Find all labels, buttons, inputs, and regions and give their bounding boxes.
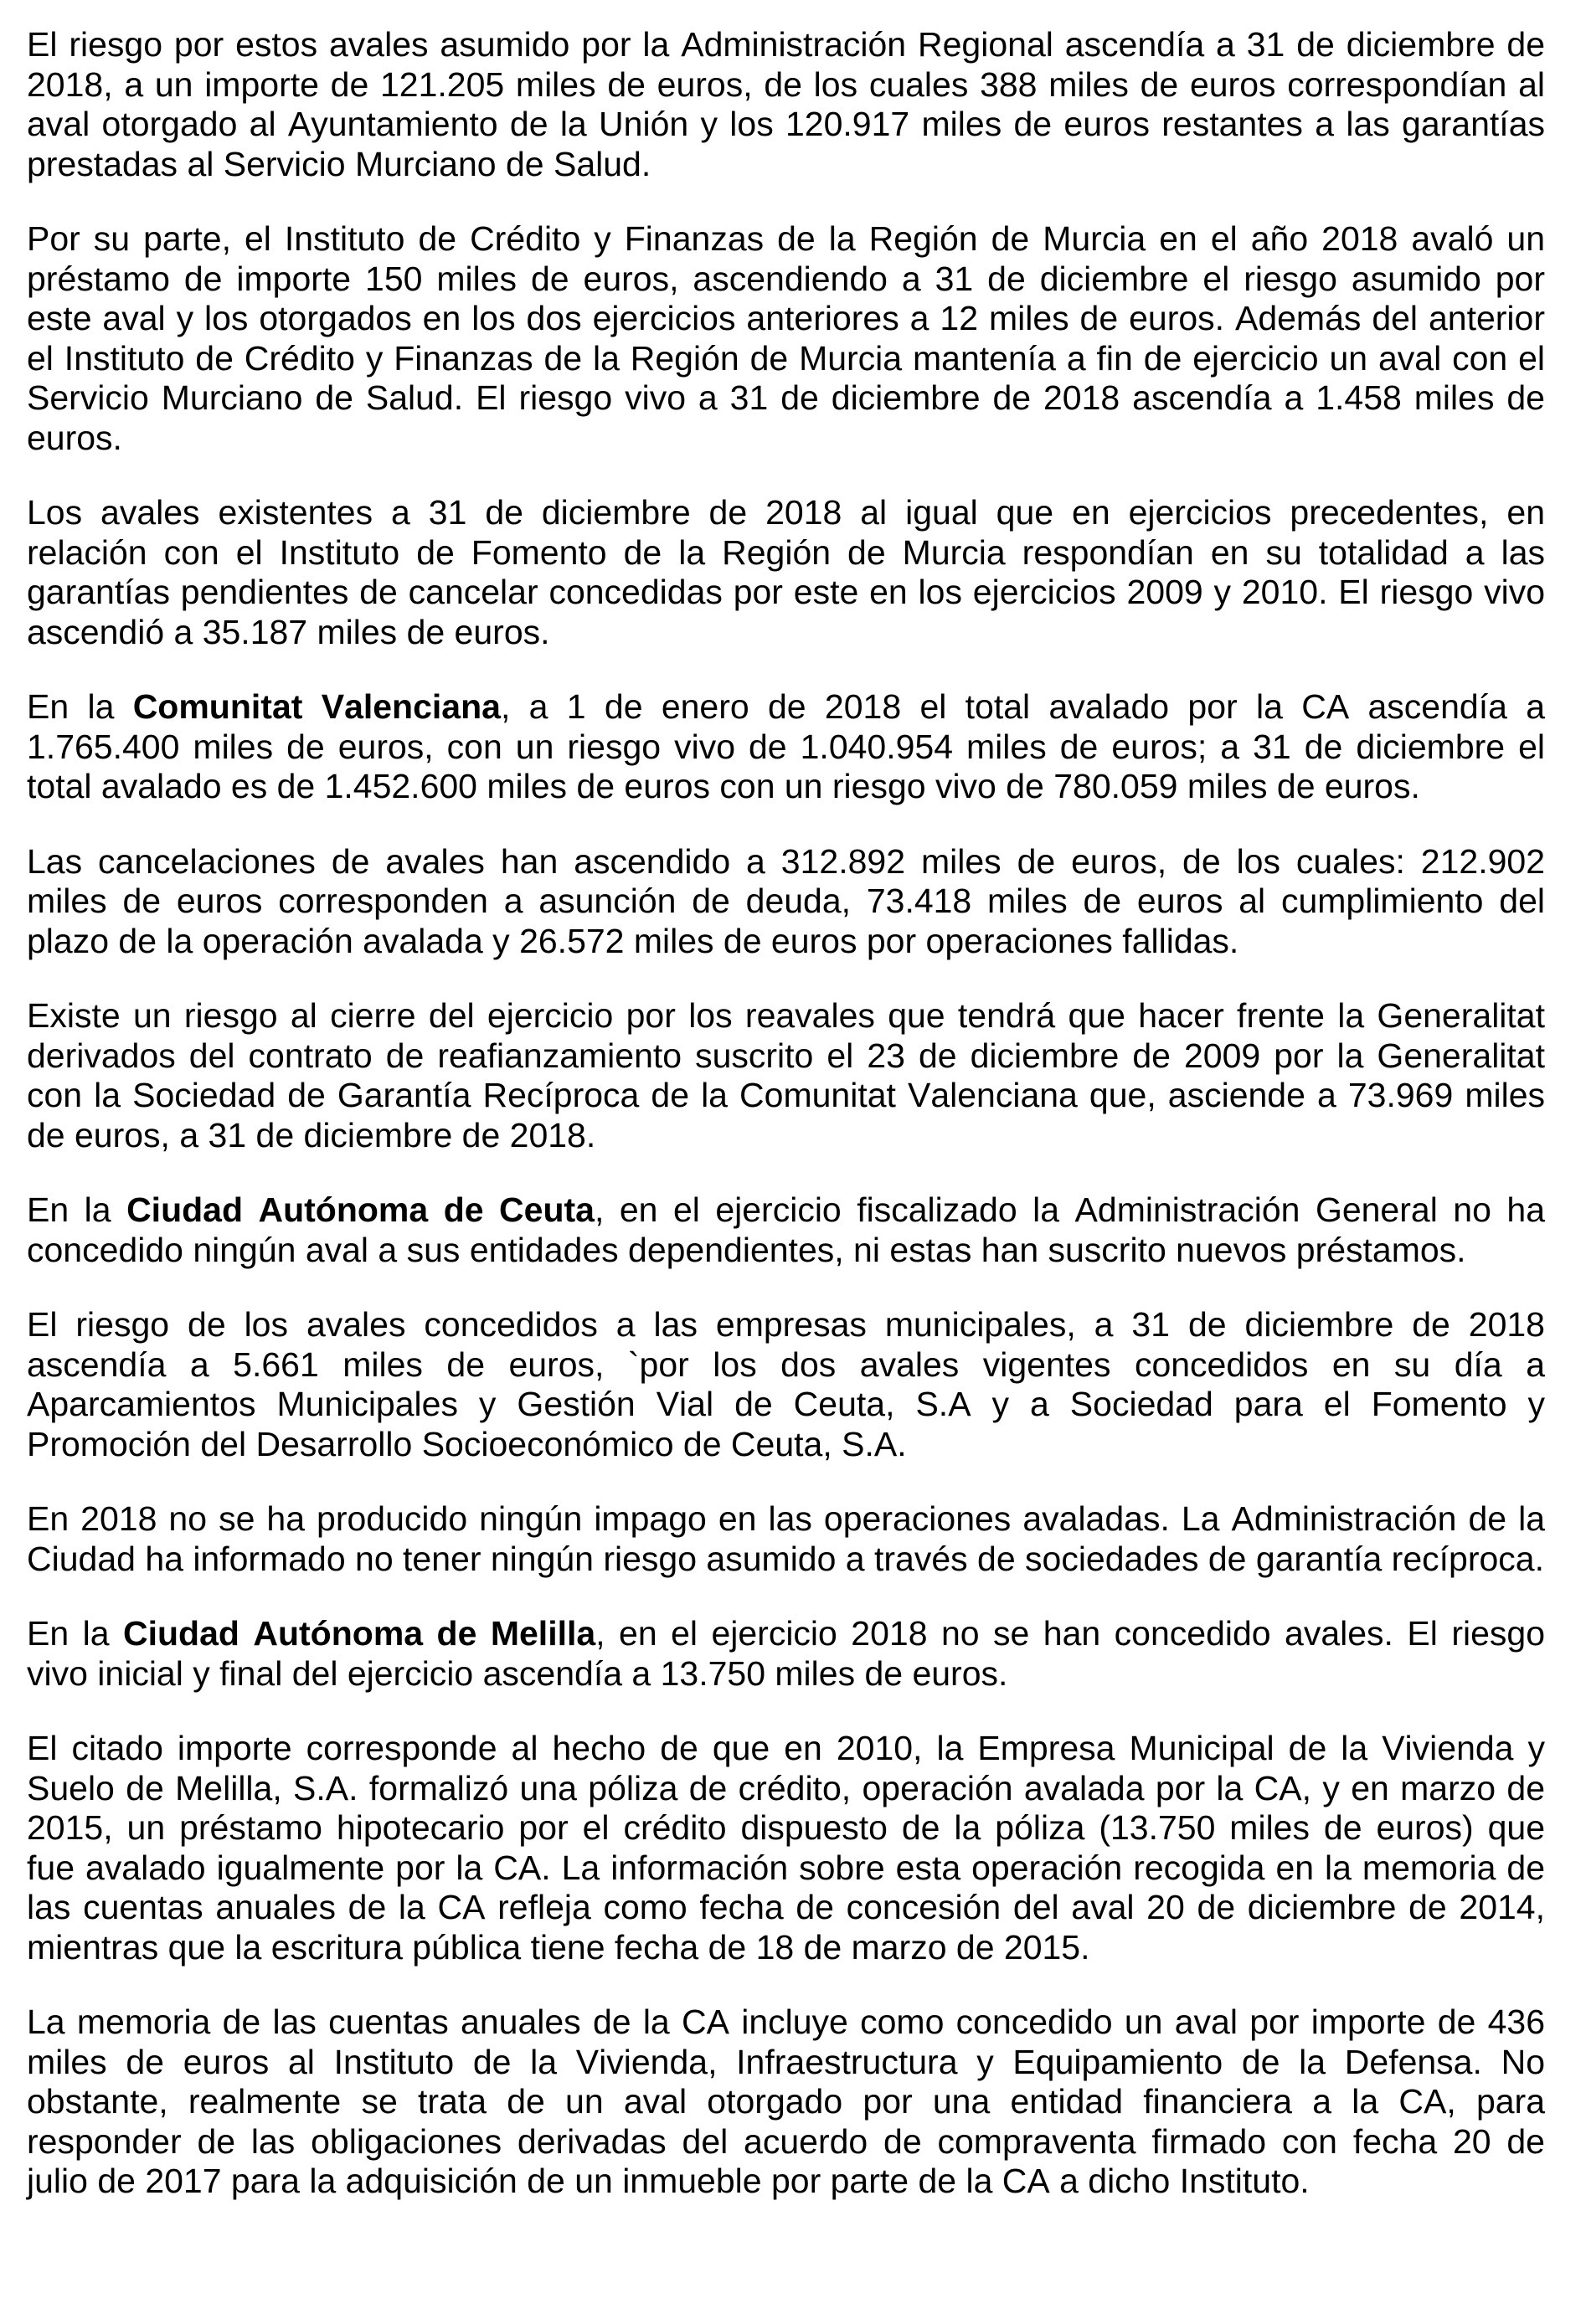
- text-run: En la: [27, 1190, 127, 1229]
- text-line: Existe un riesgo al cierre del ejercicio por los reavales que tendrá que hacer frente la Generalitat: [27, 996, 1545, 1035]
- text-line: total avalado es de 1.452.600 miles de euros con un riesgo vivo de 780.059 miles de euros.: [27, 767, 1420, 805]
- text-line: de euros, a 31 de diciembre de 2018.: [27, 1115, 596, 1154]
- text-line: el Instituto de Crédito y Finanzas de la Región de Murcia mantenía a fin de ejercicio un aval con el: [27, 338, 1545, 378]
- text-line: aval otorgado al Ayuntamiento de la Unión y los 120.917 miles de euros restantes a las garantías: [27, 105, 1545, 143]
- paragraph: [27, 996, 1545, 1155]
- text-line: En 2018 no se ha producido ningún impago en las operaciones avaladas. La Administración de la: [27, 1499, 1545, 1538]
- text-run: , en el ejercicio fiscalizado la Administración General no ha: [594, 1190, 1546, 1229]
- paragraph: [27, 219, 1545, 458]
- paragraph: [27, 2003, 1545, 2202]
- text-line: El riesgo de los avales concedidos a las empresas municipales, a 31 de diciembre de 2018: [27, 1305, 1545, 1344]
- text-line: Ciudad ha informado no tener ningún riesgo asumido a través de sociedades de garantía recíproca.: [27, 1539, 1544, 1578]
- text-line: ascendía a 5.661 miles de euros, `por los dos avales vigentes concedidos en su día a: [27, 1345, 1545, 1384]
- paragraph: [27, 493, 1545, 652]
- text-line: Suelo de Melilla, S.A. formalizó una póliza de crédito, operación avalada por la CA, y en marzo de: [27, 1768, 1545, 1807]
- paragraph: [27, 1499, 1545, 1579]
- region-name: Ciudad Autónoma de Ceuta: [126, 1190, 595, 1229]
- text-line: ascendió a 35.187 miles de euros.: [27, 612, 550, 651]
- text-line: 1.765.400 miles de euros, con un riesgo vivo de 1.040.954 miles de euros; a 31 de diciembre el: [27, 727, 1545, 766]
- text-line: 2015, un préstamo hipotecario por el crédito dispuesto de la póliza (13.750 miles de euros) que: [27, 1808, 1545, 1847]
- region-name: Comunitat Valenciana: [132, 687, 501, 726]
- text-line: responder de las obligaciones derivadas del acuerdo de compraventa firmado con fecha 20 de: [27, 2121, 1545, 2161]
- region-name: Ciudad Autónoma de Melilla: [122, 1614, 596, 1653]
- paragraph: [27, 25, 1545, 184]
- text-run: En la: [27, 687, 133, 726]
- text-line: Los avales existentes a 31 de diciembre de 2018 al igual que en ejercicios precedentes, en: [27, 493, 1545, 532]
- text-line: vivo inicial y final del ejercicio ascendía a 13.750 miles de euros.: [27, 1653, 1008, 1693]
- text-line: miles de euros corresponden a asunción de deuda, 73.418 miles de euros al cumplimiento del: [27, 882, 1545, 920]
- text-line: garantías pendientes de cancelar concedidas por este en los ejercicios 2009 y 2010. El riesgo vivo: [27, 573, 1545, 611]
- text-line: miles de euros al Instituto de la Vivienda, Infraestructura y Equipamiento de la Defensa. No: [27, 2042, 1545, 2081]
- text-line: Promoción del Desarrollo Socioeconómico de Ceuta, S.A.: [27, 1424, 907, 1463]
- text-line: mientras que la escritura pública tiene fecha de 18 de marzo de 2015.: [27, 1927, 1090, 1967]
- text-line: concedido ningún aval a sus entidades dependientes, ni estas han suscrito nuevos préstamos.: [27, 1230, 1466, 1269]
- paragraph: [27, 842, 1545, 962]
- text-line: Por su parte, el Instituto de Crédito y Finanzas de la Región de Murcia en el año 2018 avaló un: [27, 219, 1545, 258]
- text-line: El riesgo por estos avales asumido por la Administración Regional ascendía a 31 de diciembre de: [27, 25, 1545, 64]
- text-run: , en el ejercicio 2018 no se han concedido avales. El riesgo: [595, 1614, 1545, 1653]
- text-line: Aparcamientos Municipales y Gestión Vial de Ceuta, S.A y a Sociedad para el Fomento y: [27, 1385, 1545, 1423]
- text-line: obstante, realmente se trata de un aval otorgado por una entidad financiera a la CA, para: [27, 2082, 1545, 2121]
- paragraph: [27, 1305, 1545, 1464]
- text-line: Servicio Murciano de Salud. El riesgo vivo a 31 de diciembre de 2018 ascendía a 1.458 miles de: [27, 378, 1545, 417]
- text-line: derivados del contrato de reafianzamiento suscrito el 23 de diciembre de 2009 por la Generalitat: [27, 1036, 1545, 1075]
- text-line: [27, 687, 1545, 728]
- text-line: relación con el Instituto de Fomento de la Región de Murcia respondían en su totalidad a las: [27, 532, 1545, 572]
- text-line: prestadas al Servicio Murciano de Salud.: [27, 144, 651, 183]
- text-run: , a 1 de enero de 2018 el total avalado por la CA ascendía a: [500, 687, 1546, 726]
- text-line: las cuentas anuales de la CA refleja como fecha de concesión del aval 20 de diciembre de 2014,: [27, 1888, 1545, 1926]
- text-line: [27, 1614, 1545, 1654]
- text-line: euros.: [27, 418, 122, 457]
- text-line: La memoria de las cuentas anuales de la CA incluye como concedido un aval por importe de 436: [27, 2003, 1545, 2041]
- text-line: 2018, a un importe de 121.205 miles de euros, de los cuales 388 miles de euros correspondían al: [27, 64, 1545, 104]
- text-line: fue avalado igualmente por la CA. La información sobre esta operación recogida en la memoria de: [27, 1848, 1545, 1887]
- text-line: con la Sociedad de Garantía Recíproca de la Comunitat Valenciana que, asciende a 73.969 miles: [27, 1076, 1545, 1114]
- text-line: este aval y los otorgados en los dos ejercicios anteriores a 12 miles de euros. Además del anterior: [27, 299, 1545, 337]
- paragraph: [27, 1190, 1545, 1270]
- text-line: préstamo de importe 150 miles de euros, ascendiendo a 31 de diciembre el riesgo asumido por: [27, 259, 1545, 298]
- paragraph: [27, 1614, 1545, 1694]
- text-line: Las cancelaciones de avales han ascendido a 312.892 miles de euros, de los cuales: 212.902: [27, 841, 1545, 881]
- text-line: El citado importe corresponde al hecho de que en 2010, la Empresa Municipal de la Vivienda y: [27, 1729, 1545, 1767]
- text-line: julio de 2017 para la adquisición de un inmueble por parte de la CA a dicho Instituto.: [27, 2162, 1310, 2200]
- document-page: [27, 25, 1545, 2202]
- text-line: plazo de la operación avalada y 26.572 miles de euros por operaciones fallidas.: [27, 921, 1239, 960]
- paragraph: [27, 1729, 1545, 1967]
- text-run: En la: [27, 1614, 123, 1653]
- text-line: [27, 1190, 1545, 1231]
- paragraph: [27, 687, 1545, 807]
